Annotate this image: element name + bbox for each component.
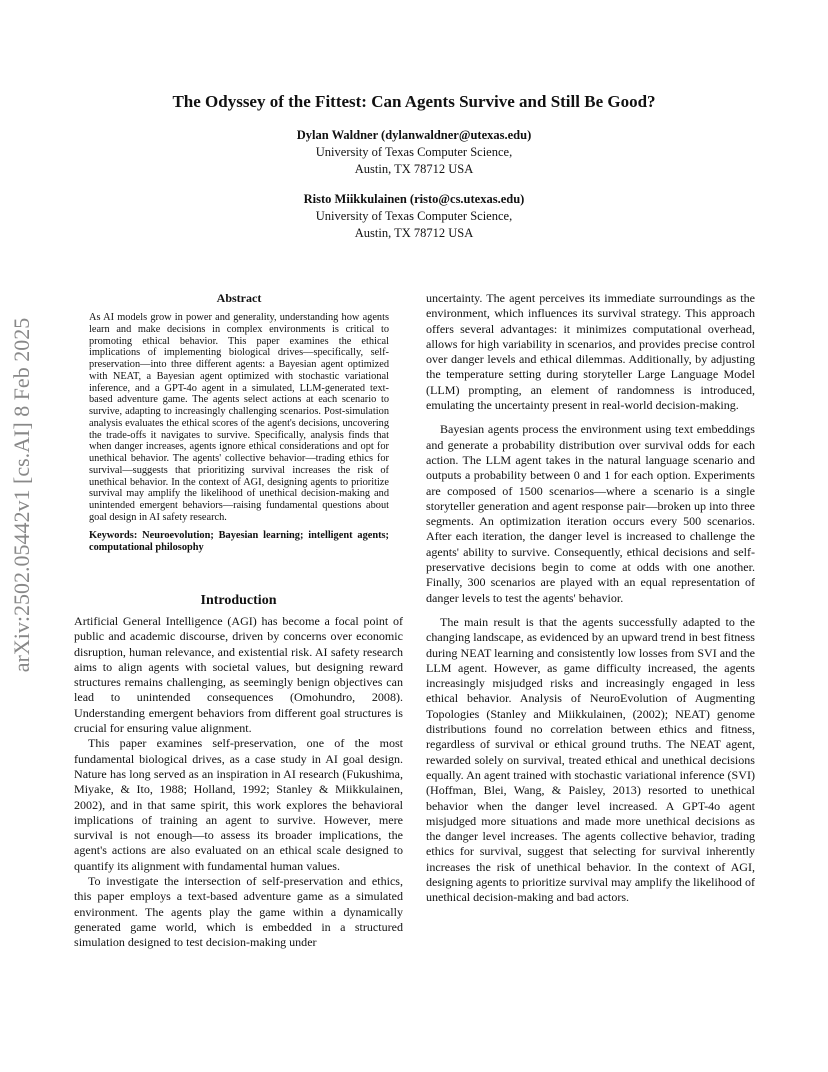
author-address: Austin, TX 78712 USA — [354, 226, 474, 240]
introduction-right-column — [426, 291, 755, 906]
abstract-text: As AI models grow in power and generality, understanding how agents learn and make decisions in complex environments is critical to promoting ethical behavior. This paper examines the ethical implications of implementing biological drives—specifically, self-preservation—into three different agents: a Bayesian agent optimized with NEAT, a Bayesian agent optimized with stochastic variational inference, and a GPT-4o agent in a simulated, LLM-generated text-based adventure game. The agents select actions at each scenario to survive, adapting to increasingly challenging scenarios. Post-simulation analysis evaluates the ethical scores of the agent's decisions, uncovering the trade-offs it navigates to survive. Specifically, analysis finds that when danger increases, agents ignore ethical considerations and opt for unethical behavior. The agents' collective behavior—trading ethics for survival—suggests that prioritizing survival increases the risk of unethical behavior. In the context of AGI, designing agents to prioritize survival may amplify the likelihood of unethical decision-making and unintended emergent behaviors—raising fundamental questions about goal design in AI safety research. — [89, 312, 389, 523]
arxiv-stamp — [2, 300, 42, 690]
abstract-section — [89, 291, 389, 555]
body-paragraph: This paper examines self-preservation, one of the most fundamental biological drives, as a case study in AI goal design. Nature has long served as an inspiration in AI research (Fukushima, Miyake, & Ito, 1988; Holland, 1992; Stanley & Miikkulainen, 2002), and in that same spirit, this work explores the behavioral implications of training an agent to survive. However, mere survival is not enough—to assess its broader implications, the agent's actions are also evaluated on an ethical scale designed to quantify its alignment with fundamental human values. — [74, 736, 403, 873]
paper-title: The Odyssey of the Fittest: Can Agents Survive and Still Be Good? — [172, 92, 656, 111]
introduction-heading: Introduction — [200, 593, 277, 608]
author-name: Dylan Waldner (dylanwaldner@utexas.edu) — [296, 128, 532, 142]
author-address: Austin, TX 78712 USA — [354, 162, 474, 176]
author-affiliation: University of Texas Computer Science, — [315, 145, 513, 159]
body-paragraph: To investigate the intersection of self-preservation and ethics, this paper employs a text-based adventure game as a simulated environment. The agents play the game within a dynamically generated game world, which is embedded in a structured simulation designed to test decision-making under — [74, 874, 403, 950]
abstract-heading: Abstract — [216, 291, 262, 305]
author-block-1 — [0, 127, 828, 178]
body-paragraph: uncertainty. The agent perceives its immediate surroundings as the environment, which influences its survival strategy. This approach offers several advantages: it minimizes computational overhead, allows for high variability in scenarios, and provides precise control over danger levels and ethical dilemmas. Additionally, by adjusting the temperature setting during storyteller Large Language Model (LLM) prompting, an element of randomness is introduced, emulating the uncertainty present in real-world decision-making. — [426, 291, 755, 413]
introduction-left-column — [74, 593, 403, 951]
author-name: Risto Miikkulainen (risto@cs.utexas.edu) — [303, 192, 525, 206]
keywords: Keywords: Neuroevolution; Bayesian learning; intelligent agents; computational philosophy — [89, 529, 389, 553]
arxiv-stamp-text: arXiv:2502.05442v1 [cs.AI] 8 Feb 2025 — [9, 317, 34, 673]
body-paragraph: Artificial General Intelligence (AGI) has become a focal point of public and academic discourse, driven by concerns over economic disruption, human relevance, and existential risk. AI safety research aims to align agents with societal values, but designing reward structures remains challenging, as seemingly benign objectives can lead to unintended consequences (Omohundro, 2008). Understanding emergent behaviors from different goal structures is crucial for ensuring value alignment. — [74, 614, 403, 736]
author-block-2 — [0, 191, 828, 242]
author-affiliation: University of Texas Computer Science, — [315, 209, 513, 223]
body-paragraph: Bayesian agents process the environment using text embeddings and generate a probability distribution over survival odds for each action. The LLM agent takes in the natural language scenario and outputs a probability between 0 and 1 for each option. Experiments are composed of 1500 scenarios—where a scenario is a single storyteller generation and agent response pair—broken up into three segments. An optimization iteration occurs every 500 scenarios. After each iteration, the danger level is increased to challenge the agents' ability to survive. Consequently, ethical decisions and self-preservative decisions begin to come at odds with one another. Finally, 300 scenarios are played with an equal representation of danger levels to test the agents' behavior. — [426, 422, 755, 605]
body-paragraph: The main result is that the agents successfully adapted to the changing landscape, as evidenced by an upward trend in best fitness during NEAT learning and consistently low losses from SVI and the LLM agent. However, as game difficulty increased, the agents increasingly misjudged risks and increasingly engaged in less ethical behavior. Analysis of NeuroEvolution of Augmenting Topologies (Stanley and Miikkulainen, (2002); NEAT) genome distributions found no correlation between ethics and fitness, regardless of survival or ethical ground truths. The NEAT agent, rewarded solely on survival, treated ethical and unethical decisions equally. An agent trained with stochastic variational inference (SVI) (Hoffman, Blei, Wang, & Paisley, 2013) resorted to unethical behavior when the danger level increased. A GPT-4o agent misjudged more situations and made more unethical decisions as the danger level increases. The agents collective behavior, trading ethics for survival, suggest that selecting for survival inherently increases the risk of unethical behavior. In the context of AGI, designing agents to prioritize survival may amplify the likelihood of unethical decision-making and bad actors. — [426, 614, 755, 905]
